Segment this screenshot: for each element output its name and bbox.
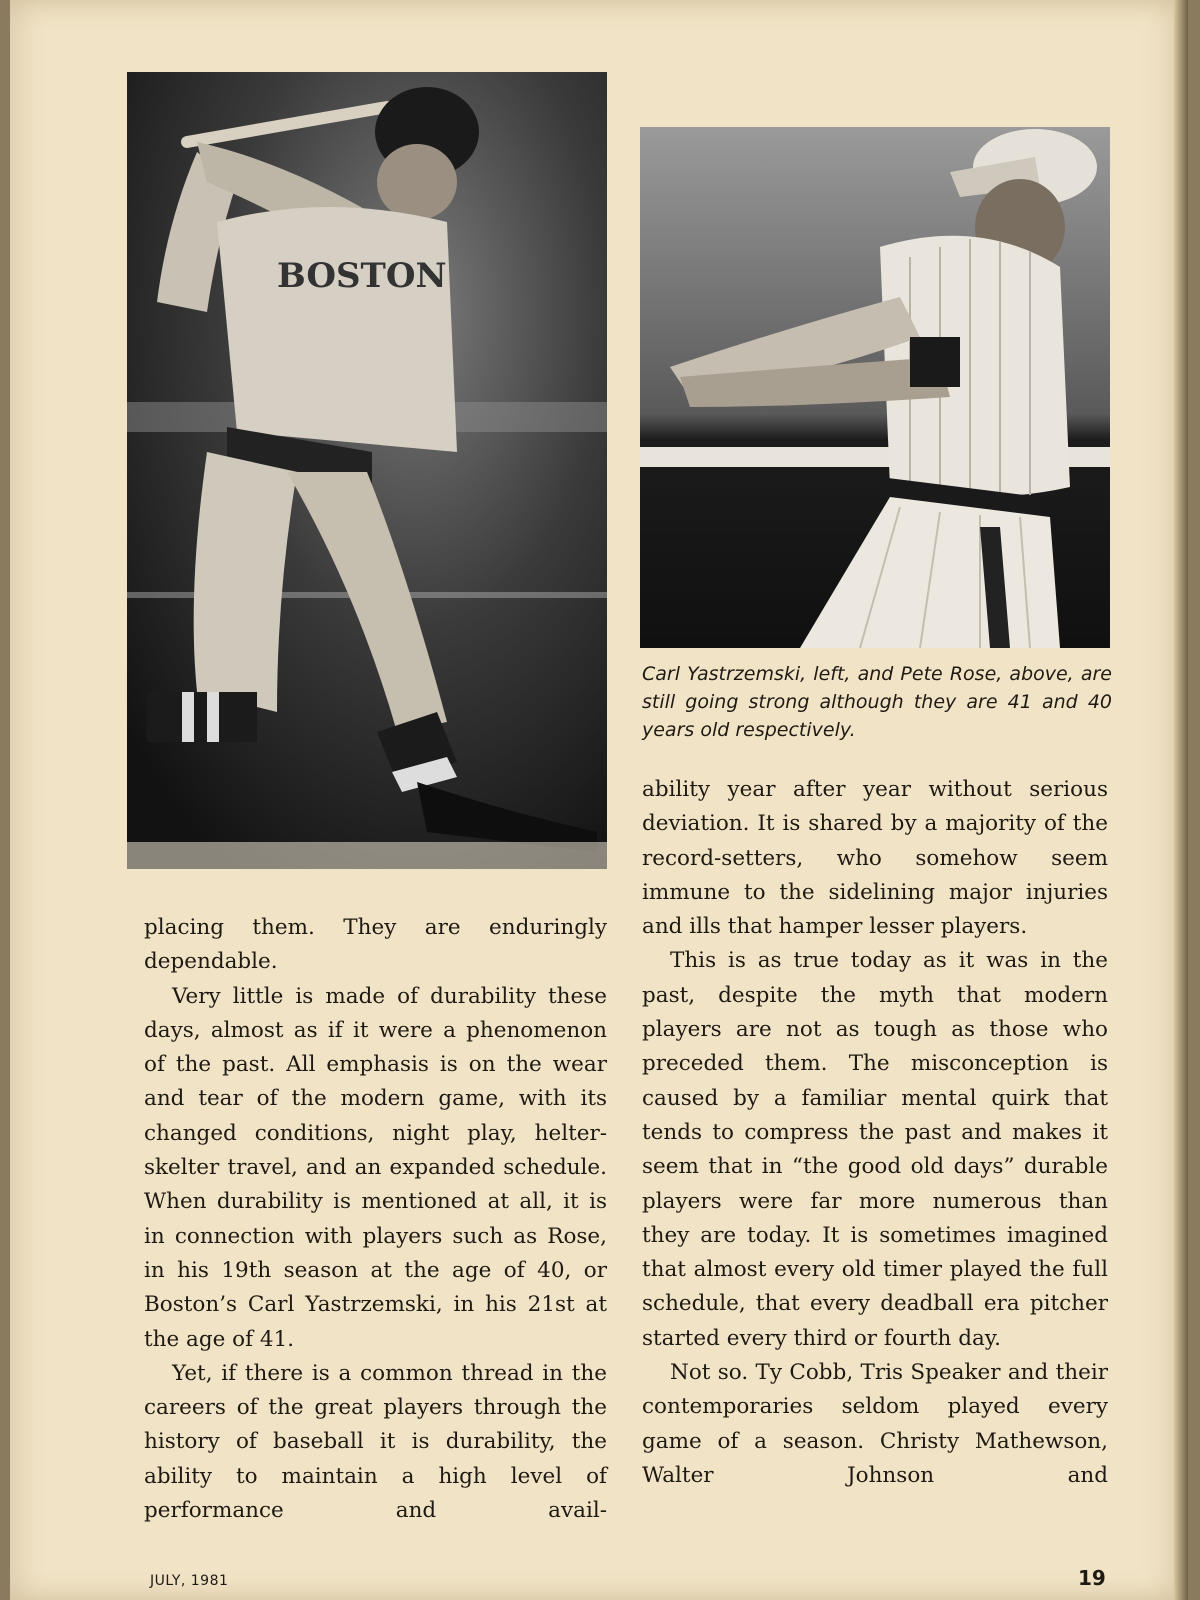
jersey-lettering: BOSTON — [277, 256, 447, 296]
paragraph: Not so. Ty Cobb, Tris Speaker and their contemporaries seldom played every game of a season. Christy Mathewson, Walter Johnson and — [642, 1360, 1108, 1488]
article-column-left — [144, 911, 607, 1528]
paragraph: Yet, if there is a common thread in the careers of the great players through the history of baseball it is durability, the ability to maintain a high level of performance and avail- — [144, 1360, 607, 1524]
paragraph: placing them. They are enduringly dependable. — [144, 915, 607, 975]
article-column-right — [642, 773, 1108, 1493]
paragraph: Very little is made of durability these days, almost as if it were a phenomenon of the past. All emphasis is on the wear and tear of the modern game, with its changed conditions, night play, helter-skelter travel, and an expanded schedule. When durability is mentioned at all, it is in connection with players such as Rose, in his 19th season at the age of 40, or Boston’s Carl Yastrzemski, in his 21st at the age of 41. — [144, 983, 607, 1352]
magazine-page — [10, 0, 1188, 1600]
page-edge — [1174, 0, 1188, 1600]
issue-date: JULY, 1981 — [150, 1573, 229, 1589]
photo-caption: Carl Yastrzemski, left, and Pete Rose, above, are still going strong although they are 41 and 40 years old respectively. — [642, 663, 1112, 741]
page-number: 19 — [1078, 1566, 1106, 1590]
photo-right-batter — [640, 127, 1110, 648]
photo-left-batter — [127, 72, 607, 869]
paragraph: This is as true today as it was in the past, despite the myth that modern players are not as tough as those who preceded them. The misconception is caused by a familiar mental quirk that tends to compress the past and makes it seem that in “the good old days” durable players were far more numerous than they are today. It is sometimes imagined that almost every old timer played the full schedule, that every deadball era pitcher started every third or fourth day. — [642, 948, 1108, 1351]
batter-philadelphia-photo-icon — [640, 127, 1110, 648]
batter-boston-photo-icon — [127, 72, 607, 869]
paragraph: ability year after year without serious deviation. It is shared by a majority of the record-setters, who somehow seem immune to the sidelining major injuries and ills that hamper lesser players. — [642, 777, 1108, 940]
